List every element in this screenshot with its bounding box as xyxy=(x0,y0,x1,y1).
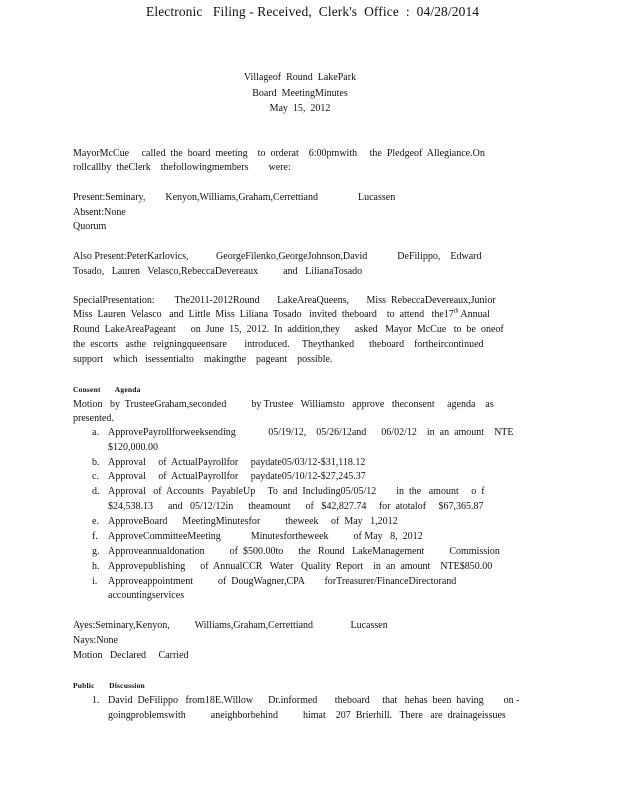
present-members: Present:Seminary, Kenyon,Williams,Graham,Cerrettiand Lucassen xyxy=(73,192,396,203)
list-item-text: Approveappointment of DougWagner,CPA forTreasurer/FinanceDirectorand xyxy=(108,576,457,587)
list-item-text: ApproveBoard MeetingMinutesfor theweek of May 1,2012 xyxy=(108,516,398,527)
filing-stamp-header: Electronic Filing - Received, Clerk's Office : 04/28/2014 xyxy=(146,4,480,19)
quorum-label: Quorum xyxy=(73,221,107,232)
list-marker: c. xyxy=(92,471,99,482)
list-item-text: David DeFilippo from18E.Willow Dr.informed theboard that hehas been having on - xyxy=(108,695,520,706)
list-marker: i. xyxy=(92,576,98,587)
list-marker: b. xyxy=(92,457,100,468)
paragraph-line: Motion by TrusteeGraham,seconded by Trustee Williamsto approve theconsent agenda as xyxy=(73,399,494,410)
paragraph-text: Miss Lauren Velasco and Little Miss Liliana Tosado invited theboard to attend the17 xyxy=(73,309,454,320)
ordinal-suffix: th xyxy=(453,308,459,315)
village-name: Villageof Round LakePark xyxy=(243,72,357,83)
paragraph-line: the escorts asthe reigningqueensare introduced. Theythanked theboard fortheircontinued xyxy=(73,339,484,350)
list-marker: f. xyxy=(92,531,98,542)
paragraph-line: SpecialPresentation: The2011-2012Round LakeAreaQueens, Miss RebeccaDevereaux,Junior xyxy=(73,295,496,306)
list-item-text: Approveannualdonation of $500.00to the Round LakeManagement Commission xyxy=(108,546,500,557)
public-discussion-heading: Public Discussion xyxy=(73,681,145,690)
motion-result: Motion Declared Carried xyxy=(73,650,189,661)
list-item-text: Approvepublishing of AnnualCCR Water Quality Report in an amount NTE$850.00 xyxy=(108,561,493,572)
paragraph-line xyxy=(73,309,490,321)
list-item-text: Approval of Accounts PayableUp To and Including05/05/12 in the amount o f xyxy=(108,486,485,497)
paragraph-line: rollcallby theClerk thefollowingmembers were: xyxy=(73,162,291,173)
list-item-text: $24,538.13 and 05/12/12in theamount of $42,827.74 for atotalof $67,365.87 xyxy=(108,501,484,512)
consent-agenda-heading: Consent Agenda xyxy=(73,385,141,394)
list-marker: 1. xyxy=(92,695,100,706)
minutes-title: Board MeetingMinutes xyxy=(252,88,348,99)
paragraph-line: Tosado, Lauren Velasco,RebeccaDevereaux and LilianaTosado xyxy=(73,266,363,277)
ayes-line: Ayes:Seminary,Kenyon, Williams,Graham,Cerrettiand Lucassen xyxy=(73,620,388,631)
list-item-text: accountingservices xyxy=(108,590,185,601)
list-marker: h. xyxy=(92,561,100,572)
paragraph-text: Annual xyxy=(458,309,490,320)
list-item-text: ApprovePayrollforweeksending 05/19/12, 05/26/12and 06/02/12 in an amount NTE xyxy=(108,427,514,438)
paragraph-line: MayorMcCue called the board meeting to orderat 6:00pmwith the Pledgeof Allegiance.On xyxy=(73,148,485,159)
paragraph-line: Also Present:PeterKarlovics, GeorgeFilenko,GeorgeJohnson,David DeFilippo, Edward xyxy=(73,251,482,262)
list-item-text: goingproblemswith aneighborbehind himat 207 Brierhill. There are drainageissues xyxy=(108,710,506,721)
list-marker: a. xyxy=(92,427,99,438)
list-marker: e. xyxy=(92,516,99,527)
nays-line: Nays:None xyxy=(73,635,118,646)
list-marker: g. xyxy=(92,546,100,557)
paragraph-line: presented. xyxy=(73,413,114,424)
list-marker: d. xyxy=(92,486,100,497)
list-item-text: ApproveCommitteeMeeting Minutesfortheweek of May 8, 2012 xyxy=(108,531,423,542)
list-item-text: Approval of ActualPayrollfor paydate05/03/12-$31,118.12 xyxy=(108,457,366,468)
meeting-date: May 15, 2012 xyxy=(269,103,331,114)
list-item-text: $120,000.00 xyxy=(108,442,158,453)
absent-members: Absent:None xyxy=(73,207,126,218)
paragraph-line: Round LakeAreaPageant on June 15, 2012. In addition,they asked Mayor McCue to be oneof xyxy=(73,324,504,335)
paragraph-line: support which isessentialto makingthe pageant possible. xyxy=(73,354,333,365)
list-item-text: Approval of ActualPayrollfor paydate05/10/12-$27,245.37 xyxy=(108,471,366,482)
